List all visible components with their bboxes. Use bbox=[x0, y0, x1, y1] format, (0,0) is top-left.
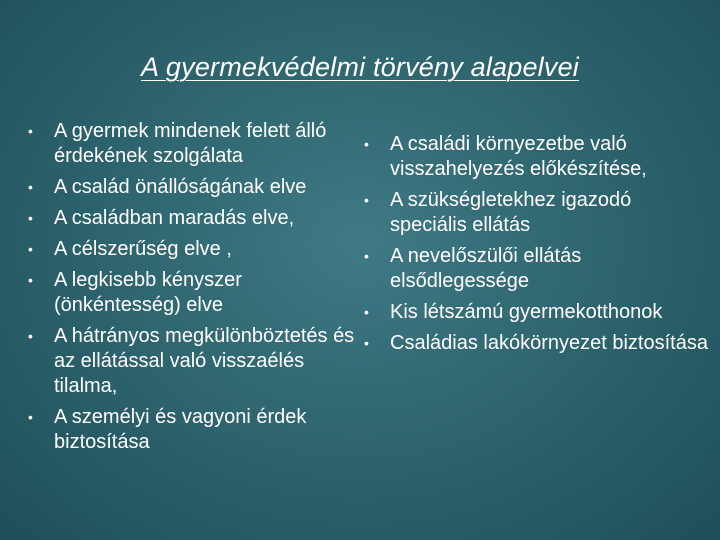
list-item bbox=[28, 405, 373, 455]
list-item bbox=[364, 331, 709, 356]
list-item-text: A szükségletekhez igazodó speciális ellátás bbox=[390, 189, 632, 236]
slide-title: A gyermekvédelmi törvény alapelvei bbox=[141, 52, 579, 82]
list-item-text: A személyi és vagyoni érdek biztosítása bbox=[54, 406, 307, 453]
list-item bbox=[364, 132, 709, 182]
list-item bbox=[364, 244, 709, 294]
list-item bbox=[28, 324, 373, 399]
bullet-icon: • bbox=[28, 328, 33, 344]
list-item-text: A családi környezetbe való visszahelyezés előkészítése, bbox=[390, 133, 647, 180]
bullet-icon: • bbox=[364, 136, 369, 152]
list-item bbox=[28, 119, 373, 169]
bullet-icon: • bbox=[28, 272, 33, 288]
principles-list-left bbox=[28, 119, 373, 461]
bullet-icon: • bbox=[364, 192, 369, 208]
bullet-icon: • bbox=[28, 179, 33, 195]
bullet-icon: • bbox=[364, 248, 369, 264]
bullet-icon: • bbox=[28, 409, 33, 425]
list-item-text: A család önállóságának elve bbox=[54, 176, 307, 198]
list-item-text: A célszerűség elve , bbox=[54, 238, 232, 260]
bullet-icon: • bbox=[28, 123, 33, 139]
bullet-icon: • bbox=[28, 210, 33, 226]
list-item-text: A nevelőszülői ellátás elsődlegessége bbox=[390, 245, 582, 292]
list-item bbox=[28, 237, 373, 262]
bullet-icon: • bbox=[28, 241, 33, 257]
list-item-text: A legkisebb kényszer (önkéntesség) elve bbox=[54, 269, 242, 316]
bullet-icon: • bbox=[364, 335, 369, 351]
list-item-text: A gyermek mindenek felett álló érdekének szolgálata bbox=[54, 120, 327, 167]
list-item bbox=[28, 268, 373, 318]
list-item bbox=[28, 206, 373, 231]
principles-list-right bbox=[364, 132, 709, 362]
list-item-text: Családias lakókörnyezet biztosítása bbox=[390, 332, 708, 354]
list-item bbox=[364, 188, 709, 238]
list-item-text: Kis létszámú gyermekotthonok bbox=[390, 301, 663, 323]
bullet-icon: • bbox=[364, 304, 369, 320]
list-item bbox=[28, 175, 373, 200]
list-item bbox=[364, 300, 709, 325]
list-item-text: A családban maradás elve, bbox=[54, 207, 295, 229]
list-item-text: A hátrányos megkülönböztetés és az ellátással való visszaélés tilalma, bbox=[54, 325, 355, 397]
